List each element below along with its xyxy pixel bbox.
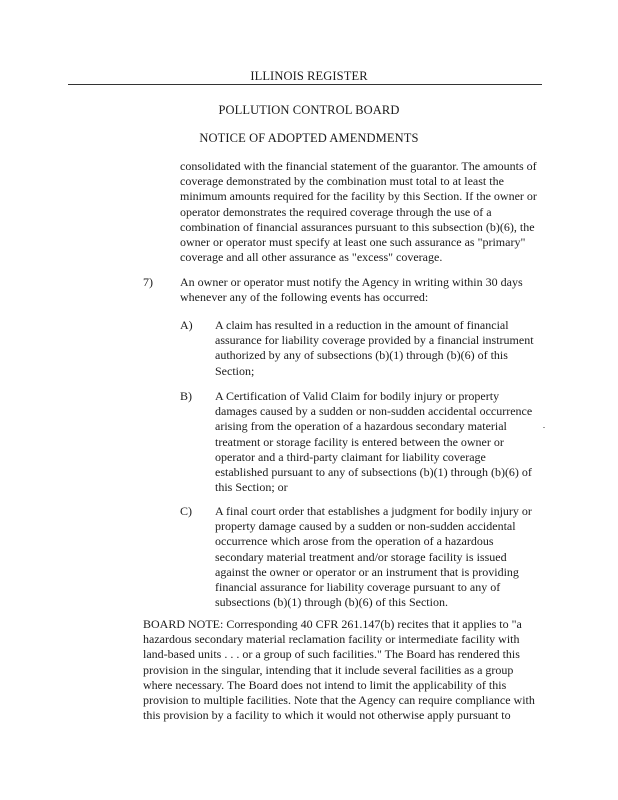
board-note: BOARD NOTE: Corresponding 40 CFR 261.147(b) recites that it applies to "a hazardous secondary material reclamation facility or intermediate facility with land-based units . . . or a group of such facilities." The Board has rendered this provision in the singular, intending that it include several facilities as a group where necessary. The Board does not intend to limit the applicability of this provision to multiple facilities. Note that the Agency can require compliance with this provision by a facility to which it would not otherwise apply pursuant to xyxy=(143,617,535,723)
item-7-label: 7) xyxy=(143,275,153,289)
subitem-b-label: B) xyxy=(180,389,192,403)
intro-paragraph: consolidated with the financial statement of the guarantor. The amounts of coverage demonstrated by the combination must total to at least the minimum amounts required for the facility by this Section. If the owner or operator demonstrates the required coverage through the use of a combination of financial assurances pursuant to this subsection (b)(6), the owner or operator must specify at least one such assurance as "primary" coverage and all other assurance as "excess" coverage. xyxy=(180,159,537,265)
board-title: POLLUTION CONTROL BOARD xyxy=(218,103,400,117)
register-title: ILLINOIS REGISTER xyxy=(250,69,368,83)
subitem-c-text: A final court order that establishes a judgment for bodily injury or property damage caused by a sudden or non-sudden accidental occurrence which arose from the operation of a hazardous secondary material treatment and/or storage facility is issued against the owner or operator or an instrument that is providing financial assurance for liability coverage pursuant to any of subsections (b)(1) through (b)(6) of this Section. xyxy=(215,504,532,610)
item-7-text: An owner or operator must notify the Agency in writing within 30 days whenever any of the following events has occurred: xyxy=(180,275,523,305)
scan-speck xyxy=(543,427,545,428)
subitem-b-text: A Certification of Valid Claim for bodily injury or property damages caused by a sudden or non-sudden accidental occurrence arising from the operation of a hazardous secondary material treatment or storage facility is entered between the owner or operator and a third-party claimant for liability coverage established pursuant to any of subsections (b)(1) through (b)(6) of this Section; or xyxy=(215,389,533,495)
header-rule xyxy=(68,84,542,85)
subitem-a-text: A claim has resulted in a reduction in the amount of financial assurance for liability coverage provided by a financial instrument authorized by any of subsections (b)(1) through (b)(6) of this Section; xyxy=(215,318,534,378)
notice-title: NOTICE OF ADOPTED AMENDMENTS xyxy=(199,131,419,145)
subitem-a-label: A) xyxy=(180,318,193,332)
subitem-c-label: C) xyxy=(180,504,192,518)
